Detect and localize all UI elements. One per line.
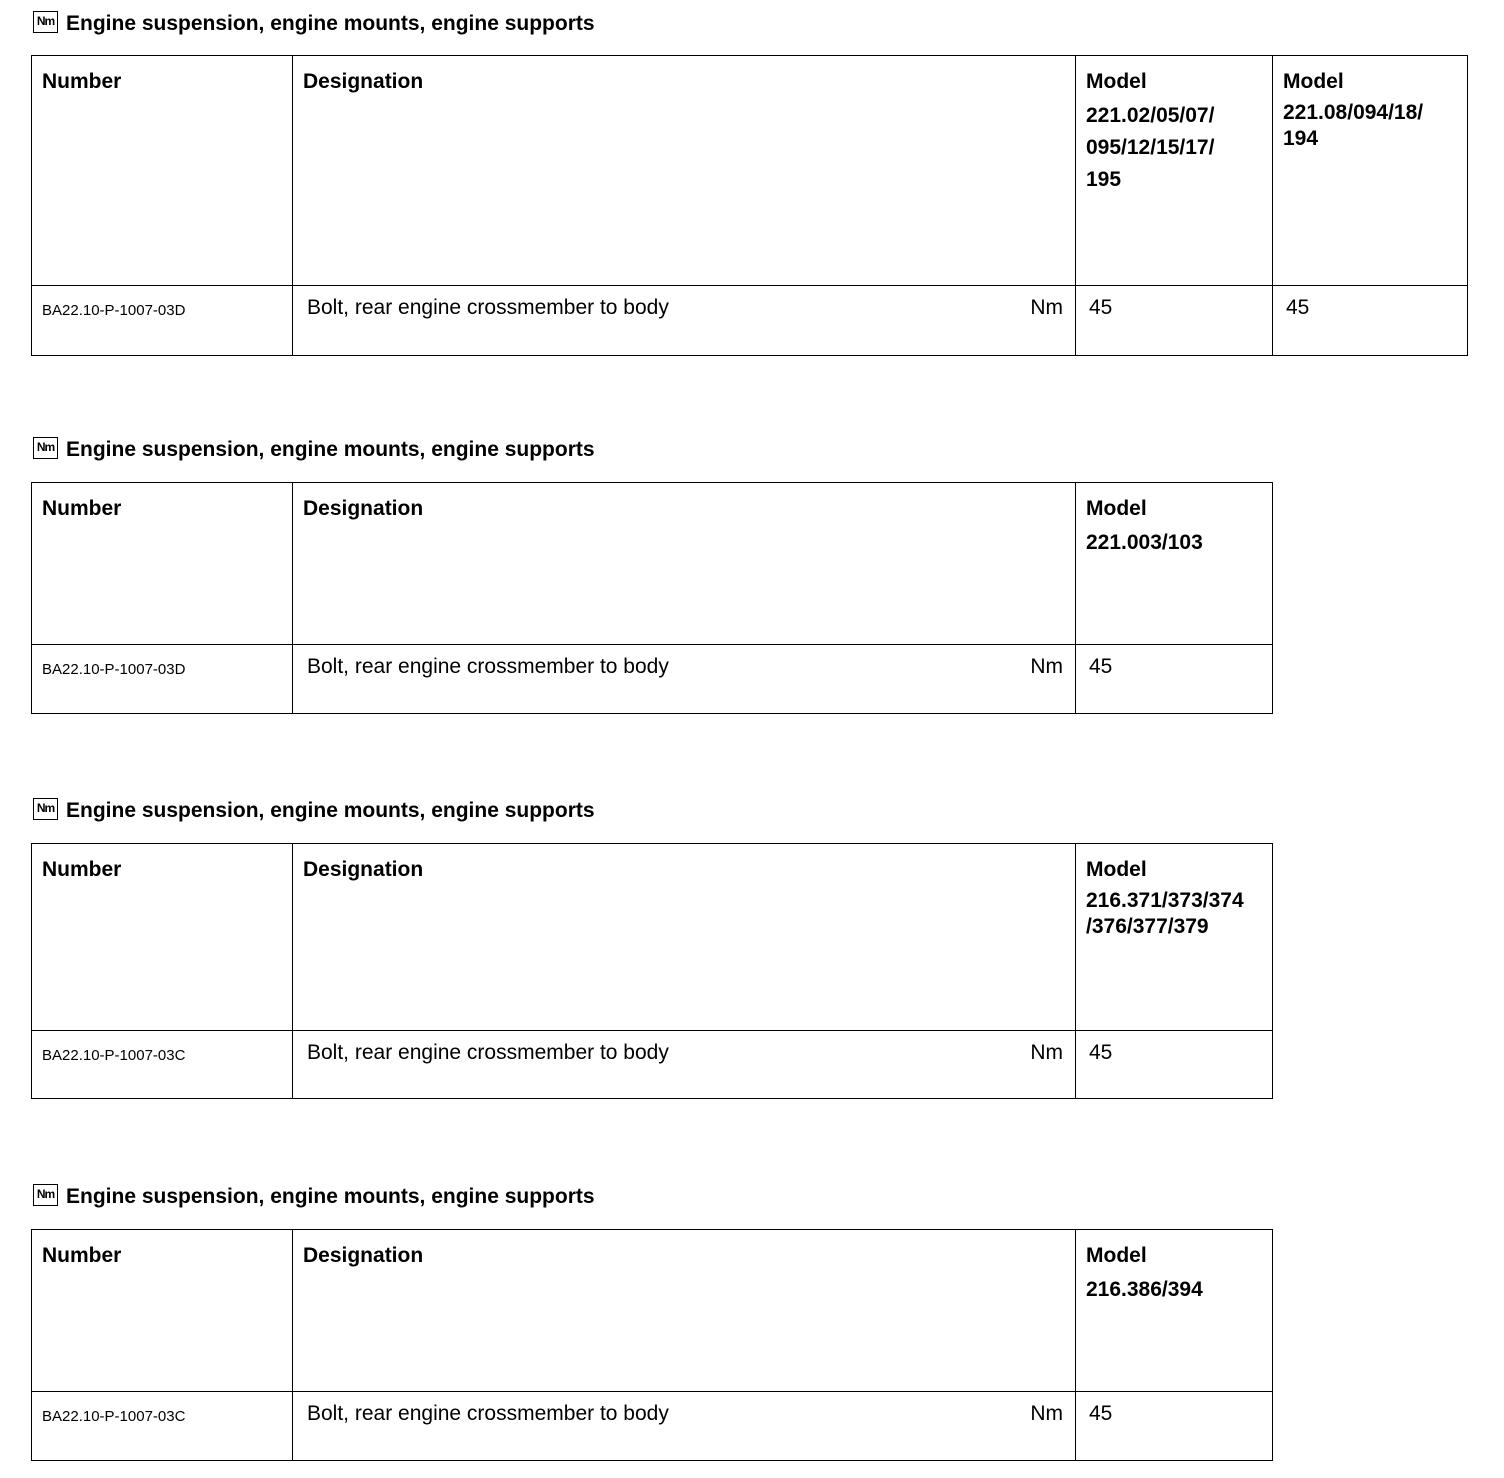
model-numbers: 221.003/103 <box>1086 531 1203 554</box>
part-number: BA22.10-P-1007-03C <box>32 1392 293 1461</box>
unit-label: Nm <box>1030 1402 1063 1425</box>
model-label: Model <box>1086 497 1147 520</box>
designation-text: Bolt, rear engine crossmember to body <box>307 1041 669 1064</box>
torque-value: 45 <box>1076 1392 1273 1461</box>
header-designation: Designation <box>293 1230 1076 1392</box>
header-model <box>1076 1230 1273 1392</box>
section-title: Engine suspension, engine mounts, engine supports <box>66 12 595 35</box>
header-model <box>1273 56 1468 286</box>
designation-cell <box>293 286 1076 356</box>
unit-label: Nm <box>1030 296 1063 319</box>
designation-text: Bolt, rear engine crossmember to body <box>307 1402 669 1425</box>
model-label: Model <box>1086 1244 1147 1267</box>
torque-value: 45 <box>1076 286 1273 356</box>
model-numbers: 216.386/394 <box>1086 1278 1203 1301</box>
torque-nm-icon: Nm <box>33 798 58 820</box>
designation-cell <box>293 645 1076 714</box>
torque-value: 45 <box>1076 645 1273 714</box>
model-label: Model <box>1086 70 1147 93</box>
torque-nm-icon: Nm <box>33 437 58 459</box>
model-numbers: 221.02/05/07/ 095/12/15/17/ 195 <box>1086 104 1215 191</box>
table-row <box>32 286 1468 356</box>
section-heading <box>33 797 595 823</box>
table-header-row <box>32 1230 1273 1392</box>
header-designation: Designation <box>293 56 1076 286</box>
header-model <box>1076 844 1273 1031</box>
part-number: BA22.10-P-1007-03D <box>32 286 293 356</box>
model-label: Model <box>1086 858 1147 881</box>
unit-label: Nm <box>1030 1041 1063 1064</box>
section-title: Engine suspension, engine mounts, engine supports <box>66 438 595 461</box>
header-model <box>1076 56 1273 286</box>
model-numbers: 216.371/373/374 /376/377/379 <box>1086 889 1244 938</box>
header-designation: Designation <box>293 483 1076 645</box>
table-header-row <box>32 56 1468 286</box>
part-number: BA22.10-P-1007-03D <box>32 645 293 714</box>
torque-table <box>31 482 1273 714</box>
header-number: Number <box>32 56 293 286</box>
unit-label: Nm <box>1030 655 1063 678</box>
table-header-row <box>32 483 1273 645</box>
torque-nm-icon: Nm <box>33 1184 58 1206</box>
designation-cell <box>293 1031 1076 1099</box>
torque-table <box>31 1229 1273 1461</box>
section-heading <box>33 1183 595 1209</box>
section-title: Engine suspension, engine mounts, engine supports <box>66 1185 595 1208</box>
table-row <box>32 1031 1273 1099</box>
header-number: Number <box>32 1230 293 1392</box>
designation-text: Bolt, rear engine crossmember to body <box>307 296 669 319</box>
torque-table <box>31 843 1273 1099</box>
header-number: Number <box>32 483 293 645</box>
torque-value: 45 <box>1076 1031 1273 1099</box>
header-model <box>1076 483 1273 645</box>
header-number: Number <box>32 844 293 1031</box>
designation-text: Bolt, rear engine crossmember to body <box>307 655 669 678</box>
table-row <box>32 1392 1273 1461</box>
torque-nm-icon: Nm <box>33 11 58 33</box>
model-numbers: 221.08/094/18/ 194 <box>1283 101 1424 150</box>
section-title: Engine suspension, engine mounts, engine supports <box>66 799 595 822</box>
table-header-row <box>32 844 1273 1031</box>
part-number: BA22.10-P-1007-03C <box>32 1031 293 1099</box>
section-heading <box>33 10 595 36</box>
model-label: Model <box>1283 70 1344 93</box>
torque-value: 45 <box>1273 286 1468 356</box>
section-heading <box>33 436 595 462</box>
header-designation: Designation <box>293 844 1076 1031</box>
table-row <box>32 645 1273 714</box>
designation-cell <box>293 1392 1076 1461</box>
torque-table <box>31 55 1468 356</box>
